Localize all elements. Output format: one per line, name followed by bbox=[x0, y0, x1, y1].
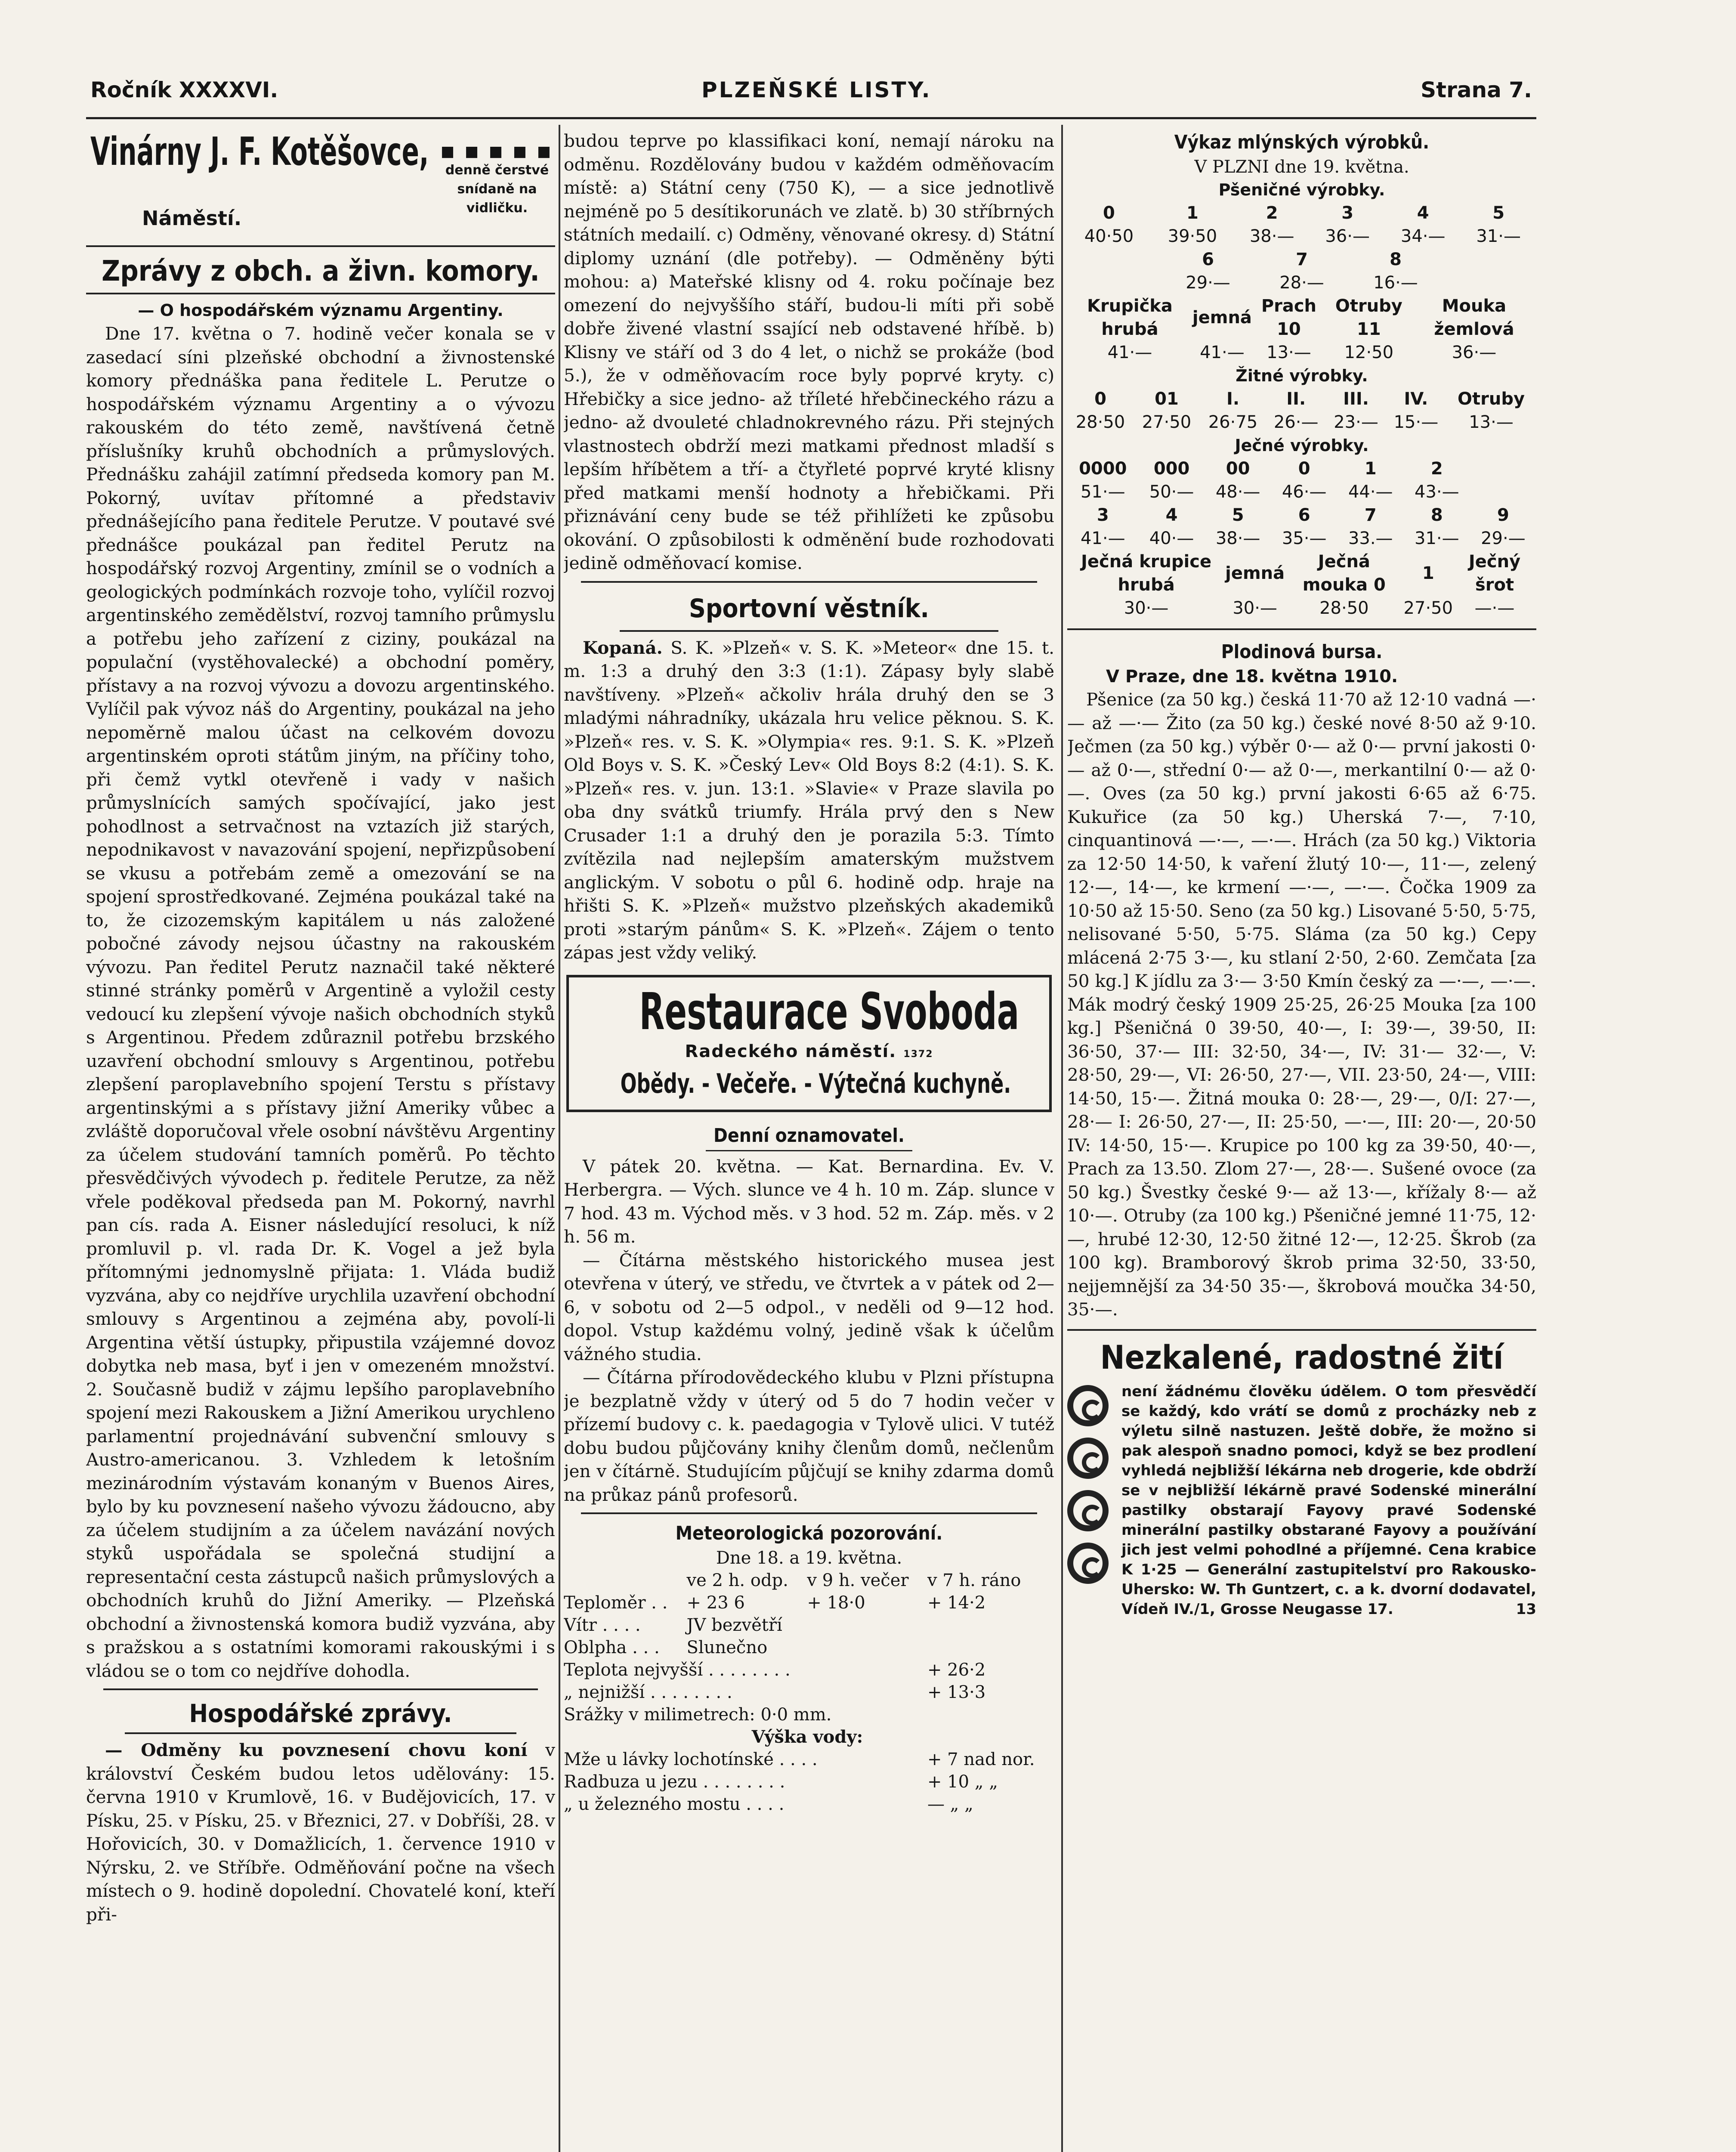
grid-values bbox=[1067, 597, 1536, 620]
ad-restaurace-address: Radeckého náměstí. bbox=[685, 1041, 897, 1061]
nezkalene-text bbox=[1121, 1382, 1536, 1619]
sport-rule-2 bbox=[620, 630, 998, 632]
meteo-vyska: Výška vody: bbox=[751, 1727, 863, 1747]
grid-cell: 36·— bbox=[1452, 343, 1497, 362]
grid-values bbox=[1067, 225, 1536, 248]
grid-cell: 41·— bbox=[1200, 343, 1245, 362]
ad-vinarny-side bbox=[439, 142, 555, 218]
nezkalene-spirals bbox=[1067, 1382, 1115, 1619]
meteo-row bbox=[564, 1726, 1054, 1748]
grid-cell: 7 bbox=[1364, 505, 1377, 525]
grid-cell: 31·— bbox=[1415, 529, 1459, 548]
ad-restaurace-title: Restaurace Svoboda bbox=[639, 981, 1019, 1041]
grid-cell: 26·75 bbox=[1208, 412, 1258, 432]
grid-cell: jemná bbox=[1192, 308, 1252, 328]
grid-cell: 4 bbox=[1165, 505, 1178, 525]
nezkalene-text-body: není žádnému člověku údělem. O tom přesvědčí se každý, kdo vrátí se domů z procházky neb z výletu silně nastuzen. Ještě dobře, že možno si pak alespoň snadno pomoci, když se bez prodlení vyhledá nejbližší lékárna neb drogerie, kde obdrží se v nejbližší lékárně pravé Sodenské minerální pastilky obstarají Fayovy pravé Sodenské minerální pastilky obstarané Fayovy a používání jich jest velmi pohodlné a příjemné. Cena krabice K 1·25 — Generální zastupitelství pro Rakousko-Uhersko: W. Th Guntzert, c. a k. dvorní dodavatel, Vídeň IV./1, Grosse Neugasse 17. bbox=[1121, 1382, 1536, 1618]
grid-cell: jemná bbox=[1225, 563, 1285, 583]
grid-cell: 2 bbox=[1430, 459, 1443, 479]
spiral-icon bbox=[1067, 1490, 1109, 1531]
grid-cell: 40·50 bbox=[1084, 226, 1134, 246]
grid-cell: 28·— bbox=[1279, 273, 1324, 293]
grid-cell: 2 bbox=[1266, 203, 1278, 223]
meteo-cell: Slunečno bbox=[686, 1638, 768, 1657]
grid-cell: 36·— bbox=[1325, 226, 1370, 246]
hosp-rule bbox=[103, 1688, 538, 1690]
meteo-voda1-label: Mže u lávky lochotínské . . . . bbox=[564, 1750, 818, 1769]
sport-text-body: S. K. »Plzeň« v. S. K. »Meteor« dne 15. t. m. 1:3 a druhý den 3:3 (1:1). Zápasy byly slabě navštíveny. »Plzeň« ačkoliv hrála druhý den se 3 mladými náhradníky, ukázala hru velice pěknou. S. K. »Plzeň« res. v. S. K. »Olympia« res. 9:1. S. K. »Plzeň Old Boys v. S. K. »Český Lev« Old Boys 8:2 (4:1). S. K. »Plzeň« res. v. jun. 13:1. »Slavie« v Praze slavila po oba dny svátků triumfy. Hrála prvý den s New Crusader 1:1 a druhý den je porazila 5:3. Tímto zvítězila nad nejlepším amaterským mužstvem anglickým. V sobotu o půl 6. hodině odp. hraje na hřišti S. K. »Plzeň« mužstvo plzeňských akademiků proti »starým pánům« S. K. »Plzeň«. Zájem o tento zápas jest vždy veliký. bbox=[564, 637, 1054, 963]
meteo-teplota-min-label: „ nejnižší . . . . . . . . bbox=[564, 1682, 732, 1702]
hosp-rule-2 bbox=[125, 1732, 516, 1734]
vykaz-psen-table-2 bbox=[1161, 248, 1443, 294]
meteo-row bbox=[564, 1704, 1054, 1726]
meteo-cell: Oblpha . . . bbox=[564, 1638, 660, 1657]
spiral-icon bbox=[1067, 1385, 1109, 1426]
column-3 bbox=[1067, 129, 1536, 2152]
column-1 bbox=[86, 129, 555, 2152]
bursa-rule bbox=[1067, 628, 1536, 630]
ad-restaurace-sub bbox=[573, 1039, 1045, 1067]
meteo-teplota-label: Teplota nejvyšší . . . . . . . . bbox=[564, 1660, 791, 1680]
grid-cell: Krupička hrubá bbox=[1087, 296, 1173, 339]
hosp-text-2: budou teprve po klassifikaci koní, nemají nároku na odměnu. Rozdělovány budou v každém odměňovacím místě: a) Státní ceny (750 K), — a sice jednotlivě nejméně po 5 desítikorunách ve zlatě. b) 30 stříbrných státních medailí. c) Odměny, věnované okresy. d) Státní diplomy uznání (dle potřeby). — Odměněny býti mohou: a) Mateřské klisny od 4. roku počínaje bez omezení do nejvyššího stáří, budou-li míti při sobě dobře živené vlastní ssající neb odstavené hříbě. b) Klisny ve stáří od 3 do 4 let, o nichž se prokáže (bod 5.), že v odměňovacím roce byly poprvé kryty. c) Hřebičky a sice jedno- až tříleté hřebčineckého rázu a jedno- až dvouleté chladnokrevného rázu. Při stejných vlastnostech obdrží mezi matkami přednost mladší s lepším hříbětem a tří- a čtyřleté poprvé kryté klisny před matkami menší hodnoty a hřebičkami. Při přiznávání ceny bude se též přihlížeti ke způsobu okování. O způsobilosti k odměnění bude rozhodovati jedině odměňovací komise. bbox=[564, 130, 1054, 573]
grid-cell: —·— bbox=[1474, 598, 1515, 618]
meteo-row bbox=[564, 1592, 1054, 1614]
grid-cell: 3 bbox=[1097, 505, 1109, 525]
meteo-table bbox=[564, 1569, 1054, 1815]
grid-cell: Ječný šrot bbox=[1468, 552, 1521, 595]
grid-cell: 3 bbox=[1341, 203, 1354, 223]
meteo-row bbox=[564, 1681, 1054, 1704]
meteo-cell: + 23 6 bbox=[686, 1593, 745, 1613]
grid-cell: 50·— bbox=[1149, 482, 1194, 502]
sport-lead: Kopaná. bbox=[583, 637, 663, 658]
vykaz-jec-table bbox=[1067, 457, 1536, 550]
ad-vinarny-side-text: denně čerstvé snídaně na vidličku. bbox=[445, 163, 549, 216]
meteo-head bbox=[564, 1569, 1054, 1592]
vykaz-zit-title: Žitné výrobky. bbox=[1236, 366, 1368, 385]
grid-head bbox=[1067, 201, 1536, 225]
nezkalene-rule bbox=[1067, 1329, 1536, 1331]
oznamovatel-p3: — Čítárna přírodovědeckého klubu v Plzni přístupna je bezplatně vždy v úterý od 5 do 7 hodin večer v přízemí budovy c. k. paedagogia v Tylově ulici. V tutéž dobu budou půjčovány knihy členům domů, nečlenům jen v čítárně. Studujícím půjčují se knihy zdarma domů na průkaz pánů profesorů. bbox=[564, 1367, 1054, 1505]
oznamovatel-p1: V pátek 20. května. — Kat. Bernardina. Ev. V. Herbergra. — Vých. slunce ve 4 h. 10 m. Záp. slunce v 7 hod. 43 m. Východ měs. v 3 hod. 52 m. Záp. měs. v 2 h. 56 m. bbox=[564, 1156, 1054, 1247]
grid-cell: 38·— bbox=[1215, 529, 1260, 548]
meteo-cell: Vítr . . . . bbox=[564, 1615, 641, 1635]
meteo-voda2: + 10 „ „ bbox=[927, 1772, 998, 1792]
grid-cell: 0 bbox=[1298, 459, 1310, 479]
meteo-row bbox=[564, 1771, 1054, 1793]
grid-cell: 33.— bbox=[1348, 529, 1393, 548]
grid-cell: I. bbox=[1226, 389, 1240, 409]
grid-cell: 28·50 bbox=[1075, 412, 1125, 432]
meteo-teplota-min: + 13·3 bbox=[927, 1682, 986, 1702]
vykaz-krup-table bbox=[1067, 294, 1536, 364]
grid-cell: 12·50 bbox=[1344, 343, 1394, 362]
grid-cell: 30·— bbox=[1124, 598, 1169, 618]
grid-cell: 13·— bbox=[1266, 343, 1311, 362]
grid-cell: 6 bbox=[1202, 250, 1214, 269]
meteo-rule bbox=[581, 1512, 1037, 1514]
grid-cell: 40·— bbox=[1149, 529, 1194, 548]
sport-text bbox=[564, 636, 1054, 965]
vykaz-title: Výkaz mlýnských výrobků. bbox=[1174, 131, 1430, 153]
meteo-head-3: v 7 h. ráno bbox=[927, 1571, 1021, 1590]
grid-cell: 1 bbox=[1364, 459, 1377, 479]
ad-vinarny-place: Náměstí. bbox=[142, 207, 242, 230]
grid-cell: 29·— bbox=[1481, 529, 1526, 548]
meteo-row bbox=[564, 1748, 1054, 1771]
grid-cell: 0 bbox=[1094, 389, 1106, 409]
ad-restaurace-menu: Obědy. - Večeře. - Výtečná kuchyně. bbox=[620, 1067, 1011, 1099]
grid-cell: 1 bbox=[1186, 203, 1199, 223]
grid-cell: 6 bbox=[1298, 505, 1310, 525]
meteo-head-0 bbox=[564, 1569, 687, 1592]
grid-cell: 46·— bbox=[1282, 482, 1327, 502]
grid-cell: 0 bbox=[1103, 203, 1115, 223]
grid-cell: 51·— bbox=[1080, 482, 1125, 502]
vykaz-psen-title: Pšeničné výrobky. bbox=[1218, 180, 1385, 199]
page-number: Strana 7. bbox=[1421, 77, 1532, 102]
grid-cell: 31·— bbox=[1476, 226, 1521, 246]
meteo-voda1: + 7 nad nor. bbox=[927, 1750, 1035, 1769]
zpravy-title: Zprávy z obch. a živn. komory. bbox=[102, 254, 540, 288]
nezkalene-num: 13 bbox=[1516, 1600, 1536, 1618]
grid-cell: 35·— bbox=[1282, 529, 1327, 548]
spiral-icon bbox=[1067, 1438, 1109, 1479]
grid-cell: 7 bbox=[1296, 250, 1308, 269]
grid-cell: Mouka žemlová bbox=[1434, 296, 1514, 339]
grid-cell: 13·— bbox=[1469, 412, 1514, 432]
grid-cell: 1 bbox=[1422, 563, 1434, 583]
vykaz-jec-title: Ječné výrobky. bbox=[1235, 436, 1369, 455]
grid-cell: 5 bbox=[1492, 203, 1505, 223]
column-separator-2 bbox=[1061, 125, 1063, 2152]
hosp-text-1-body: v království Českém budou letos udělovány: 15. června 1910 v Krumlově, 16. v Budějovicích, 17. v Písku, 25. v Písku, 25. v Březnici, 27. v Dobříši, 28. v Hořovicích, 30. v Domažlicích, 1. července 1910 v Nýrsku, 2. ve Stříbře. Odměňování počne na všech místech o 9. hodině dopolední. Chovatelé koní, kteří při- bbox=[86, 1740, 555, 1925]
grid-cell: 27·50 bbox=[1142, 412, 1192, 432]
newspaper-title: PLZEŇSKÉ LISTY. bbox=[701, 77, 932, 102]
sport-rule bbox=[581, 581, 1037, 583]
column-separator-1 bbox=[559, 125, 560, 2152]
oznamovatel-rule bbox=[706, 1150, 912, 1151]
spiral-icon bbox=[1067, 1543, 1109, 1584]
grid-head bbox=[1067, 294, 1536, 341]
sport-title: Sportovní věstník. bbox=[689, 593, 930, 624]
grid-head bbox=[1067, 387, 1536, 411]
grid-cell: 8 bbox=[1430, 505, 1443, 525]
zpravy-text: Dne 17. května o 7. hodině večer konala se v zasedací síni plzeňské obchodní a živnostenské komory přednáška pana ředitele L. Perutze o hospodářském významu Argentiny a o vývozu rakouském do této země, navštívená četně příslušníky kruhů obchodních a průmyslových. Přednášku zahájil zatímní předseda komory pan M. Pokorný, uvítav přítomné a představiv přednášejícího pana ředitele Perutze. V poutavé své přednášce poukázal pan ředitel Perutz na hospodářský rozvoj Argentiny, zmínil se o vodních a geologických podmínkách rozvoje toho, vylíčil rozvoj argentinského zemědělství, rozvoj tamního průmyslu a potřebu jeho zařízení z ciziny, poukázal na populační (vystěhovalecké) a obchodní poměry, přístavy a na rozvoj vývozu a dovozu argentinského. Vylíčil pak vývoz náš do Argentiny, poukázal na jeho nepoměrně malou účast na celkovém dovozu argentinském oproti státům jiným, na příčiny toho, při čemž vytkl otevřeně i vady v našich průmyslnících samých spočívající, jako jest pohodlnost a setrvačnost na vztazích již starých, nepodnikavost v navazování spojení, nepřizpůsobení se vkusu a potřebám země a omezování se na spojení sprostředkované. Zejména poukázal také na to, že cizozemským kapitálem u nás založené pobočné závody nejsou účastny na rakouském vývozu. Pan ředitel Perutz naznačil také některé stinné stránky poměrů v Argentině a vyložil cesty vedoucí ku zlepšení vývoje našich obchodních styků s Argentinou. Předem zdůraznil potřebu brzského uzavření obchodní smlouvy s Argentinou, potřebu zlepšení paroplavebního spojení Terstu s přístavy argentinskými a s přístavy jižní Ameriky vůbec a zvláště doporučoval vřele osobní návštěvu Argentiny za účelem studování tamních poměrů. Po těchto přesvědčivých vývodech p. ředitele Perutze, za něž vřele poděkoval předseda pan M. Pokorný, navrhl pan cís. rada A. Eisner následující resoluci, k níž promluvil p. vl. rada Dr. K. Vogel a jež byla přítomnými jednomyslně přijata: 1. Vláda budiž vyzvána, aby co nejdříve urychlila uzavření obchodní smlouvy s Argentinou a zejména aby, povolí-li Argentina větší ústupky, připustila vzájemné dovoz dobytka neb masa, byť i jen v omezeném množství. 2. Současně budiž v zájmu lepšího paroplavebního spojení mezi Rakouskem a Jižní Amerikou urychleno parlamentní projednávání subvenční smlouvy s Austro-americanou. 3. Vzhledem k letošním mezinárodním výstavám konaným v Buenos Aires, bylo by ku povznesení našeho vývozu žádoucno, aby za účelem studijním a za účelem navázání nových styků uspořádala se společná studijní a representační cesta zástupců našich průmyslových a obchodních kruhů do Jižní Ameriky. — Plzeňská obchodní a živnostenská komora budiž vyzvána, aby s pražskou a s ostatními komorami rakouskými i s vládou se o tom co nejdříve dohodla. bbox=[86, 323, 555, 1681]
bursa-title: Plodinová bursa. bbox=[1221, 641, 1383, 663]
grid-values bbox=[1161, 271, 1443, 294]
grid-head bbox=[1161, 248, 1443, 271]
grid-cell: 30·— bbox=[1232, 598, 1277, 618]
ad-vinarny bbox=[86, 129, 555, 247]
bursa-date: V Praze, dne 18. května 1910. bbox=[1106, 667, 1398, 686]
grid-head bbox=[1067, 504, 1536, 527]
grid-cell: 26·— bbox=[1273, 412, 1319, 432]
ad-vinarny-dots: ■ ■ ■ ■ ■ bbox=[441, 143, 553, 160]
ad-restaurace-num: 1372 bbox=[903, 1048, 933, 1060]
grid-cell: 8 bbox=[1390, 250, 1402, 269]
grid-cell: 28·50 bbox=[1319, 598, 1369, 618]
grid-cell: Ječná mouka 0 bbox=[1302, 552, 1386, 595]
header-rule bbox=[86, 117, 1536, 119]
bursa-text: Pšenice (za 50 kg.) česká 11·70 až 12·10 vadná —·— až —·— Žito (za 50 kg.) české nové 8·50 až 9·10. Ječmen (za 50 kg.) výběr 0·— až 0·— první jakosti 0·— až 0·—, střední 0·— až 0·—, merkantilní 0·— až 0·—. Oves (za 50 kg.) první jakosti 6·65 až 6·75. Kukuřice (za 50 kg.) Uherská 7·—, 7·10, cinquantinová —·—, —·—. Hrách (za 50 kg.) Viktoria za 12·50 14·50, k vaření žlutý 10·—, 11·—, zelený 12·—, 14·—, ke krmení —·—, —·—. Čočka 1909 za 10·50 až 15·50. Seno (za 50 kg.) Lisované 5·50, 5·75, nelisované 5·50, 5·75. Sláma (za 50 kg.) Cepy mlácená 2·75 3·—, ku stlaní 2·50, 2·60. Zemčata [za 50 kg.] K jídlu za 3·— 3·50 Kmín český za —·—, —·—. Mák modrý český 1909 25·25, 26·25 Mouka [za 100 kg.] Pšeničná 0 39·50, 40·—, I: 39·—, 39·50, II: 36·50, 37·— III: 32·50, 34·—, IV: 31·— 32·—, V: 28·50, 29·—, VI: 26·50, 27·—, VII. 23·50, 24·—, VIII: 14·50, 15·—. Žitná mouka 0: 28·—, 29·—, 0/I: 27·—, 28·— I: 26·50, 27·—, II: 25·50, —·—, III: 20·—, 20·50 IV: 14·50, 15·—. Krupice po 100 kg za 39·50, 40·—, Prach za 13.50. Zlom 27·—, 28·—. Sušené ovoce (za 50 kg.) Švestky české 9·— až 13·—, křížaly 8·— až 10·—. Otruby (za 100 kg.) Pšeničné jemné 11·75, 12·—, hrubé 12·30, 12·50 žitné 12·—, 12·25. Škrob (za 100 kg). Bramborový škrob prima 32·50, 33·50, nejjemnější za 34·50 35·—, škrobová moučka 34·50, 35·—. bbox=[1067, 689, 1536, 1320]
meteo-cell: JV bezvětří bbox=[686, 1615, 782, 1635]
grid-cell: II. bbox=[1286, 389, 1306, 409]
hosp-text-1 bbox=[86, 1738, 555, 1926]
grid-values bbox=[1067, 341, 1536, 364]
nezkalene-body bbox=[1067, 1382, 1536, 1619]
zpravy-subtitle: — O hospodářském významu Argentiny. bbox=[138, 301, 504, 320]
meteo-date: Dne 18. a 19. května. bbox=[716, 1548, 902, 1568]
ad-vinarny-name: Vinárny J. F. Kotěšovce, bbox=[90, 129, 429, 174]
grid-values bbox=[1067, 480, 1536, 504]
vykaz-place: V PLZNI dne 19. května. bbox=[1194, 157, 1409, 177]
grid-cell: 43·— bbox=[1415, 482, 1459, 502]
grid-cell: 16·— bbox=[1373, 273, 1418, 293]
grid-cell: Otruby bbox=[1458, 389, 1525, 409]
grid-cell: 4 bbox=[1417, 203, 1429, 223]
grid-cell: III. bbox=[1343, 389, 1369, 409]
grid-cell: 5 bbox=[1232, 505, 1244, 525]
meteo-voda3-label: „ u železného mostu . . . . bbox=[564, 1794, 785, 1814]
grid-cell: 000 bbox=[1153, 459, 1190, 479]
grid-cell: IV. bbox=[1404, 389, 1428, 409]
grid-cell: 15·— bbox=[1393, 412, 1439, 432]
grid-cell: 39·50 bbox=[1168, 226, 1217, 246]
grid-cell: 41·— bbox=[1107, 343, 1152, 362]
grid-cell: 41·— bbox=[1080, 529, 1125, 548]
grid-cell: 01 bbox=[1155, 389, 1179, 409]
grid-cell: 27·50 bbox=[1403, 598, 1453, 618]
oznamovatel-title: Denní oznamovatel. bbox=[714, 1124, 905, 1147]
grid-cell: Ječná krupice hrubá bbox=[1081, 552, 1212, 595]
grid-cell: Prach 10 bbox=[1261, 296, 1317, 339]
grid-cell: 00 bbox=[1226, 459, 1250, 479]
meteo-head-1: ve 2 h. odp. bbox=[686, 1571, 788, 1590]
grid-cell: 48·— bbox=[1215, 482, 1260, 502]
oznamovatel-p2: — Čítárna městského historického musea jest otevřena v úterý, ve středu, ve čtvrtek a v pátek od 2—6, v sobotu od 2—5 odpol., v neděli od 9—12 hod. dopol. Vstup každému volný, jedině však k účelům vážného studia. bbox=[564, 1249, 1054, 1364]
grid-cell: 0000 bbox=[1079, 459, 1127, 479]
vykaz-psen-table bbox=[1067, 201, 1536, 248]
vykaz-jec-table-2 bbox=[1067, 550, 1536, 620]
meteo-row bbox=[564, 1636, 1054, 1659]
nezkalene-title: Nezkalené, radostné žití bbox=[1100, 1338, 1504, 1376]
meteo-title: Meteorologická pozorování. bbox=[675, 1522, 943, 1544]
hosp-title: Hospodářské zprávy. bbox=[189, 1699, 452, 1728]
meteo-head-2: v 9 h. večer bbox=[807, 1571, 909, 1590]
grid-cell: 34·— bbox=[1400, 226, 1446, 246]
grid-cell: 38·— bbox=[1249, 226, 1294, 246]
volume-label: Ročník XXXXVI. bbox=[90, 77, 278, 102]
grid-head bbox=[1067, 457, 1536, 480]
grid-cell: 29·— bbox=[1186, 273, 1230, 293]
grid-cell: 44·— bbox=[1348, 482, 1393, 502]
meteo-cell: Teploměr . . bbox=[564, 1593, 668, 1613]
grid-values bbox=[1067, 527, 1536, 550]
meteo-voda3: — „ „ bbox=[927, 1794, 973, 1814]
grid-cell: Otruby 11 bbox=[1335, 296, 1402, 339]
vykaz-zit-table bbox=[1067, 387, 1536, 434]
meteo-row bbox=[564, 1793, 1054, 1815]
meteo-teplota-max: + 26·2 bbox=[927, 1660, 986, 1680]
meteo-row bbox=[564, 1614, 1054, 1636]
meteo-row bbox=[564, 1659, 1054, 1681]
grid-cell: 9 bbox=[1497, 505, 1509, 525]
page-header bbox=[90, 73, 1532, 112]
column-2 bbox=[564, 129, 1054, 2152]
grid-cell: 23·— bbox=[1334, 412, 1378, 432]
meteo-cell: + 18·0 bbox=[807, 1593, 865, 1613]
grid-head bbox=[1067, 550, 1536, 597]
meteo-srazky: Srážky v milimetrech: 0·0 mm. bbox=[564, 1705, 832, 1725]
hosp-subtitle: — Odměny ku povznesení chovu koní bbox=[105, 1740, 528, 1760]
zpravy-rule bbox=[86, 293, 555, 294]
grid-values bbox=[1067, 411, 1536, 434]
ad-restaurace bbox=[566, 975, 1052, 1112]
meteo-voda2-label: Radbuza u jezu . . . . . . . . bbox=[564, 1772, 785, 1792]
meteo-cell: + 14·2 bbox=[927, 1593, 986, 1613]
